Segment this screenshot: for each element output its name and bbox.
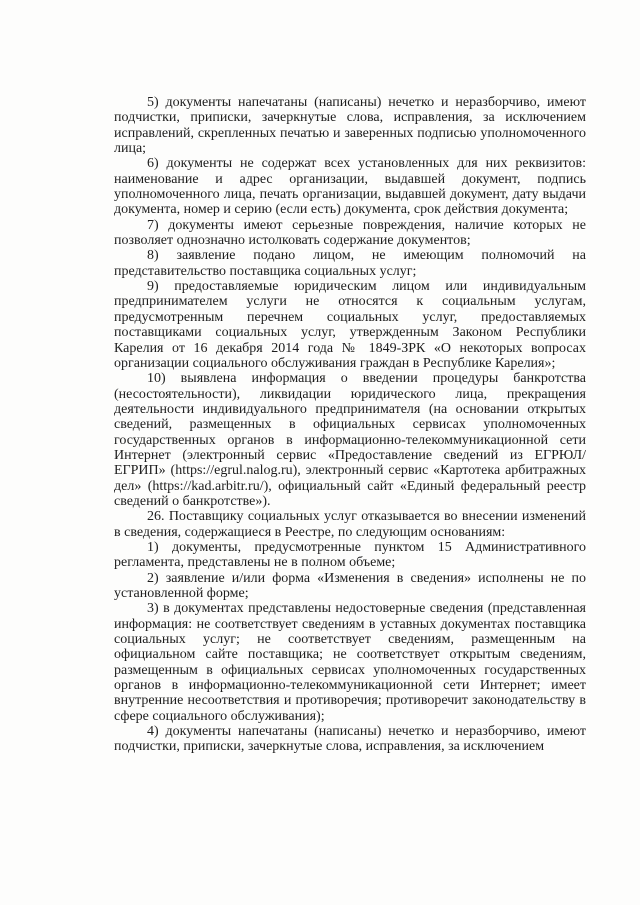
refusal-item-1: 1) документы, предусмотренные пунктом 15 Административного регламента, представлены не в полном объеме; — [114, 539, 586, 571]
paragraph-item-6: 6) документы не содержат всех установленных для них реквизитов: наименование и адрес организации, выдавшей документ, подпись уполномоченного лица, печать организации, выдавшей документ, дату выдачи документа, номер и серию (если есть) документа, срок действия документа; — [114, 156, 586, 218]
document-body — [114, 95, 586, 755]
paragraph-item-5: 5) документы напечатаны (написаны) нечетко и неразборчиво, имеют подчистки, приписки, зачеркнутые слова, исправления, за исключением исправлений, скрепленных печатью и заверенных подписью уполномоченного лица; — [114, 95, 586, 157]
refusal-item-3: 3) в документах представлены недостоверные сведения (представленная информация: не соответствует сведениям в уставных документах поставщика социальных услуг; не соответствует сведениям, размещенным на официальном сайте поставщика; не соответствует открытым сведениям, размещенным в официальных сервисах уполномоченных государственных органов в информационно-телекоммуникационной сети Интернет; имеет внутренние несоответствия и противоречия; противоречит законодательству в сфере социального обслуживания); — [114, 601, 586, 724]
refusal-item-4: 4) документы напечатаны (написаны) нечетко и неразборчиво, имеют подчистки, приписки, зачеркнутые слова, исправления, за исключением — [114, 724, 586, 755]
paragraph-item-7: 7) документы имеют серьезные повреждения, наличие которых не позволяет однозначно истолковать содержание документов; — [114, 217, 586, 249]
section-26-heading: 26. Поставщику социальных услуг отказывается во внесении изменений в сведения, содержащиеся в Реестре, по следующим основаниям: — [114, 509, 586, 540]
paragraph-item-9: 9) предоставляемые юридическим лицом или индивидуальным предпринимателем услуги не относятся к социальным услугам, предусмотренным перечнем социальных услуг, предоставляемых поставщиками социальных услуг, утвержденным Законом Республики Карелия от 16 декабря 2014 года № 1849-ЗРК «О некоторых вопросах организации социального обслуживания граждан в Республике Карелия»; — [114, 279, 586, 371]
refusal-item-2: 2) заявление и/или форма «Изменения в сведения» исполнены не по установленной форме; — [114, 570, 586, 601]
paragraph-item-8: 8) заявление подано лицом, не имеющим полномочий на представительство поставщика социальных услуг; — [114, 248, 586, 279]
paragraph-item-10: 10) выявлена информация о введении процедуры банкротства (несостоятельности), ликвидации юридического лица, прекращения деятельности индивидуального предпринимателя (на основании открытых сведений, размещенных в официальных сервисах уполномоченных государственных органов в информационно-телекоммуникационной сети Интернет (электронный сервис «Предоставление сведений из ЕГРЮЛ/ЕГРИП» (https://egrul.nalog.ru), электронный сервис «Картотека арбитражных дел» (https://kad.arbitr.ru/), официальный сайт «Единый федеральный реестр сведений о банкротстве»). — [114, 371, 586, 509]
